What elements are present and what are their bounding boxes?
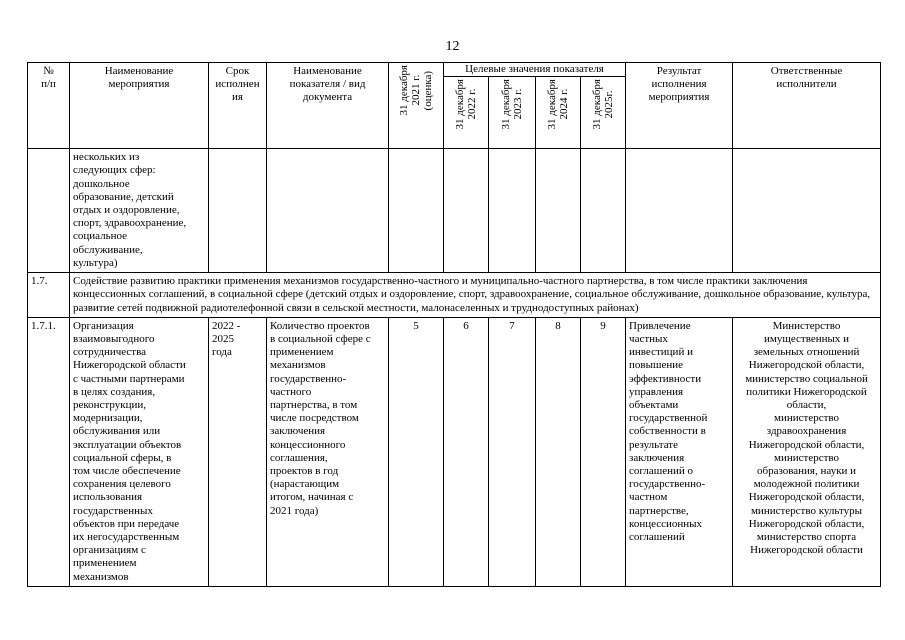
header-target-group: Целевые значения показателя	[444, 63, 626, 77]
cell-empty	[581, 149, 626, 273]
header-responsible: Ответственные исполнители	[733, 63, 881, 149]
cell-empty	[489, 149, 536, 273]
header-name: Наименование мероприятия	[70, 63, 209, 149]
section-num: 1.7.	[28, 273, 70, 318]
item-name: Организация взаимовыгодного сотрудничества Нижегородской области с частными партнерами в целях создания, реконструкции, модернизации, обслуживания или эксплуатации объектов социальной сферы, в том числе обеспечение сохранения целевого использования государственных объектов при передаче их негосударственным организациям с применением механизмов	[70, 317, 209, 586]
cell-empty	[267, 149, 389, 273]
header-year-2022-cell	[444, 77, 489, 149]
item-num: 1.7.1.	[28, 317, 70, 586]
header-year-2024-cell	[536, 77, 581, 149]
item-row	[28, 317, 881, 586]
activities-table	[27, 62, 881, 587]
cell-empty	[733, 149, 881, 273]
header-year-2025-cell	[581, 77, 626, 149]
cell-empty	[28, 149, 70, 273]
item-value-2025: 9	[581, 317, 626, 586]
cell-empty	[626, 149, 733, 273]
header-result: Результат исполнения мероприятия	[626, 63, 733, 149]
header-term: Срок исполнен ия	[209, 63, 267, 149]
cell-empty	[389, 149, 444, 273]
header-base-year-cell	[389, 63, 444, 149]
header-num: № п/п	[28, 63, 70, 149]
header-year-2023: 31 декабря 2023 г.	[500, 79, 524, 130]
header-base-year: 31 декабря 2021 г. (оценка)	[398, 65, 434, 116]
header-year-2022: 31 декабря 2022 г.	[454, 79, 478, 130]
item-value-2024: 8	[536, 317, 581, 586]
section-row	[28, 273, 881, 318]
continuation-text: нескольких из следующих сфер: дошкольное образование, детский отдых и оздоровление, спорт, здравоохранение, социальное обслуживание, культура)	[70, 149, 209, 273]
header-year-2023-cell	[489, 77, 536, 149]
section-text: Содействие развитию практики применения механизмов государственно-частного и муниципально-частного партнерства, в том числе практики заключения концессионных соглашений, в социальной сфере (детский отдых и оздоровление, спорт, здравоохранение, социальное обслуживание, дошкольное образование, культура, развитие сетей подвижной радиотелефонной связи в сельской местности, малонаселенных и труднодоступных районах)	[70, 273, 881, 318]
table-row	[28, 149, 881, 273]
item-value-2022: 6	[444, 317, 489, 586]
item-responsible: Министерство имущественных и земельных отношений Нижегородской области, министерство социальной политики Нижегородской области, министерство здравоохранения Нижегородской области, министерство образования, науки и молодежной политики Нижегородской области, министерство культуры Нижегородской области, министерство спорта Нижегородской области	[733, 317, 881, 586]
item-base-value: 5	[389, 317, 444, 586]
page-number: 12	[445, 39, 460, 54]
item-result: Привлечение частных инвестиций и повышение эффективности управления объектами государственной собственности в результате заключения соглашений о государственно- частном партнерстве, концессионных соглашений	[626, 317, 733, 586]
header-year-2025: 31 декабря 2025г.	[591, 79, 616, 130]
item-indicator: Количество проектов в социальной сфере с применением механизмов государственно- частного партнерства, в том числе посредством заключения концессионного соглашения, проектов в год (нарастающим итогом, начиная с 2021 года)	[267, 317, 389, 586]
item-term: 2022 - 2025 года	[209, 317, 267, 586]
cell-empty	[444, 149, 489, 273]
cell-empty	[536, 149, 581, 273]
header-year-2024: 31 декабря 2024 г.	[546, 79, 570, 130]
cell-empty	[209, 149, 267, 273]
item-value-2023: 7	[489, 317, 536, 586]
header-indicator: Наименование показателя / вид документа	[267, 63, 389, 149]
